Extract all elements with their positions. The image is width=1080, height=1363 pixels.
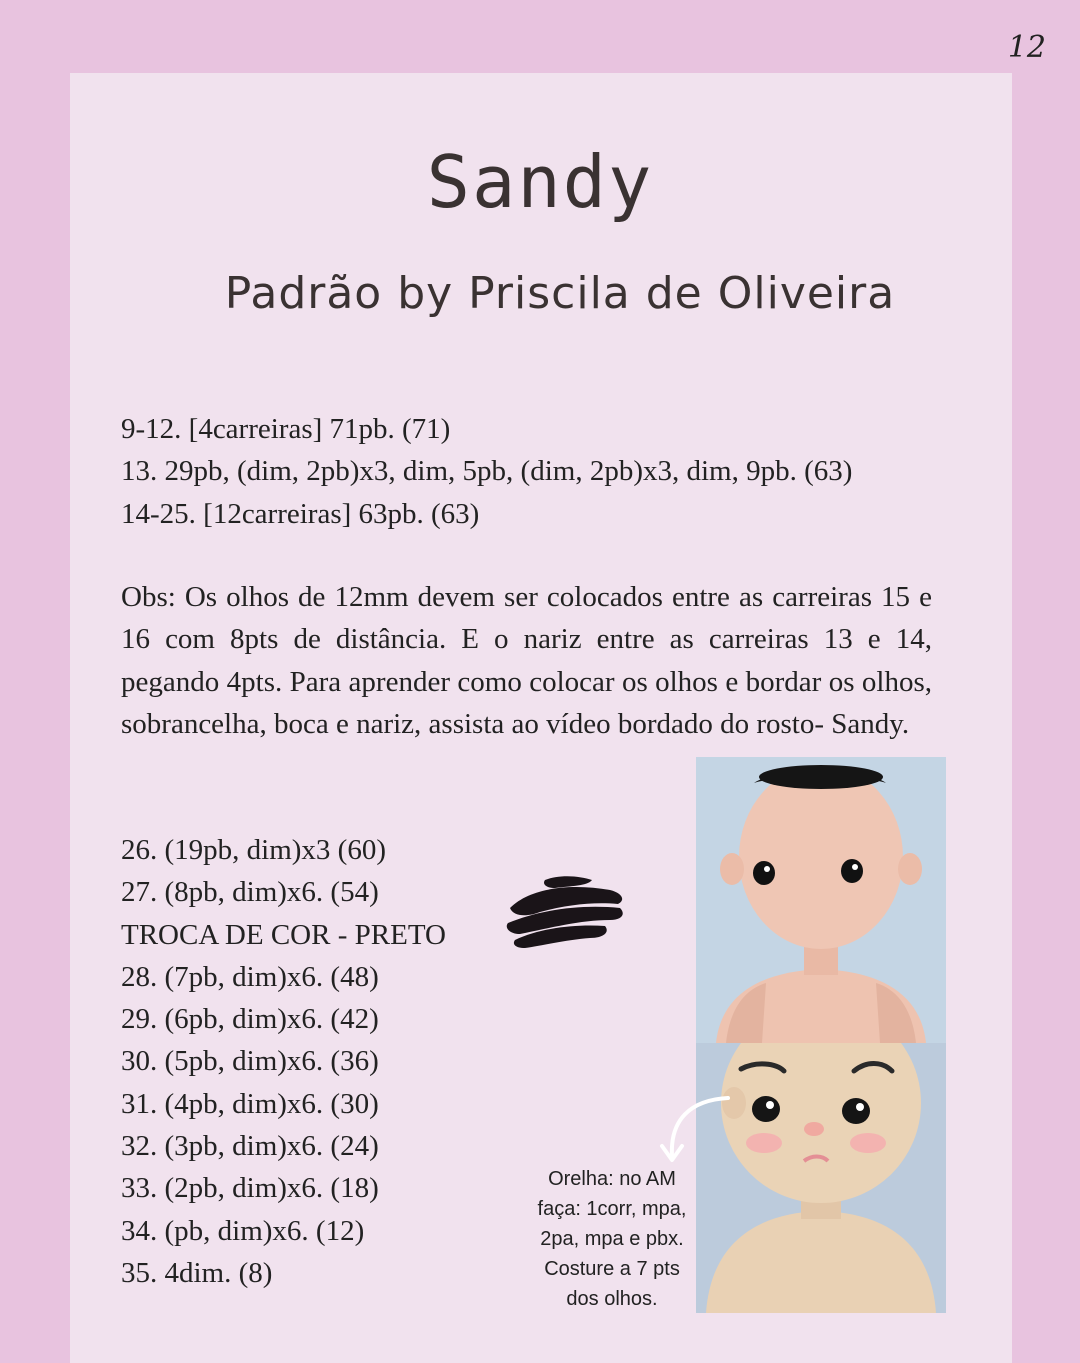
black-yarn-swatch xyxy=(500,868,630,958)
decrease-rows-list xyxy=(121,829,446,1294)
color-change-line: TROCA DE COR - PRETO xyxy=(121,918,446,951)
ear-note-line: Costure a 7 pts xyxy=(544,1258,680,1280)
row-line: 9-12. [4carreiras] 71pb. (71) xyxy=(121,413,451,445)
pattern-subtitle: Padrão by Priscila de Oliveira xyxy=(224,268,896,319)
doll-head-photo xyxy=(696,757,946,1043)
doll-face-photo xyxy=(696,1043,946,1313)
row-line: 14-25. [12carreiras] 63pb. (63) xyxy=(121,497,480,530)
row-line: 32. (3pb, dim)x6. (24) xyxy=(121,1130,379,1163)
row-line: 28. (7pb, dim)x6. (48) xyxy=(121,960,379,993)
doll-head-image xyxy=(696,757,946,1043)
ear-note-line: Orelha: no AM xyxy=(548,1168,676,1190)
ear-note xyxy=(524,1164,700,1314)
row-line: 30. (5pb, dim)x6. (36) xyxy=(121,1045,379,1078)
row-line: 34. (pb, dim)x6. (12) xyxy=(121,1214,365,1247)
row-line: 33. (2pb, dim)x6. (18) xyxy=(121,1172,379,1205)
pointer-arrow-icon xyxy=(650,1090,740,1170)
row-line: 26. (19pb, dim)x3 (60) xyxy=(121,834,386,866)
row-line: 13. 29pb, (dim, 2pb)x3, dim, 5pb, (dim, 2pb)x3, dim, 9pb. (63) xyxy=(121,455,853,488)
row-line: 31. (4pb, dim)x6. (30) xyxy=(121,1087,379,1120)
pattern-title: Sandy xyxy=(426,140,654,224)
ear-note-line: dos olhos. xyxy=(566,1288,658,1310)
ear-note-line: faça: 1corr, mpa, xyxy=(537,1198,687,1220)
ear-note-line: 2pa, mpa e pbx. xyxy=(540,1228,684,1250)
page-number: 12 xyxy=(1007,30,1046,65)
row-line: 29. (6pb, dim)x6. (42) xyxy=(121,1003,379,1036)
row-line: 27. (8pb, dim)x6. (54) xyxy=(121,876,379,909)
doll-face-image xyxy=(696,1043,946,1313)
row-line: 35. 4dim. (8) xyxy=(121,1256,273,1289)
rows-list xyxy=(121,408,852,535)
obs-paragraph: Obs: Os olhos de 12mm devem ser colocados entre as carreiras 15 e 16 com 8pts de distância. E o nariz entre as carreiras 13 e 14, pegando 4pts. Para aprender como colocar os olhos e bordar os olhos, sobrancelha, boca e nariz, assista ao vídeo bordado do rosto- Sandy. xyxy=(121,581,932,740)
